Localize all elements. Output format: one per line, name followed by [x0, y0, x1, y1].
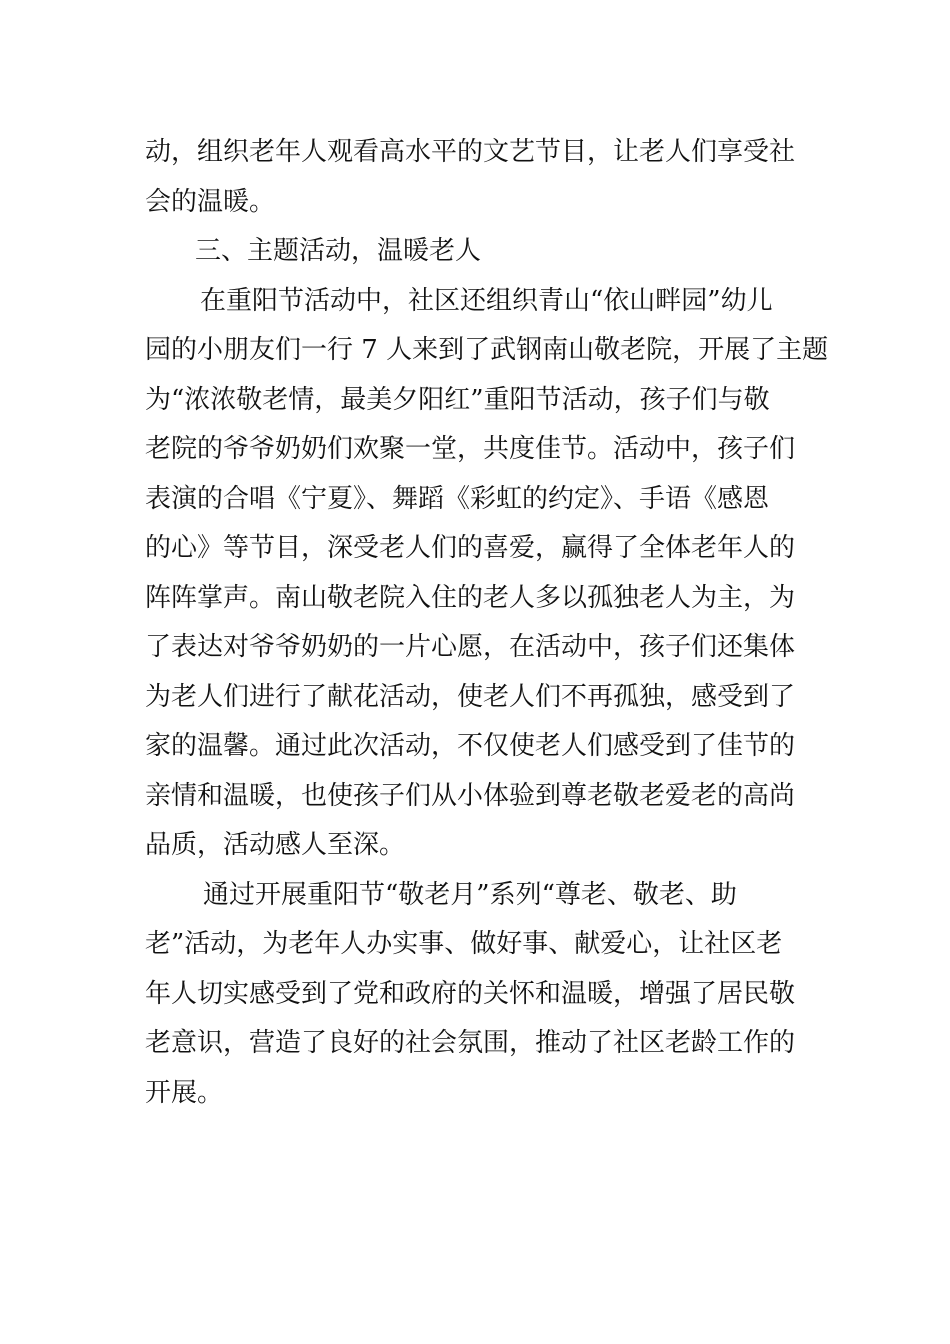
paragraph-2-line-10: 家的温馨。通过此次活动，不仅使老人们感受到了佳节的 [145, 731, 796, 761]
paragraph-2-line-4: 老院的爷爷奶奶们欢聚一堂，共度佳节。活动中，孩子们 [145, 434, 796, 464]
paragraph-3-line-2: 老”活动，为老年人办实事、做好事、献爱心，让社区老 [145, 929, 783, 959]
paragraph-2-line-9: 为老人们进行了献花活动，使老人们不再孤独，感受到了 [145, 681, 796, 712]
paragraph-2-line-12: 品质，活动感人至深。 [145, 830, 406, 860]
paragraph-3-line-1: 通过开展重阳节“敬老月”系列“尊老、敬老、助 [203, 879, 737, 910]
document-body [145, 128, 829, 1118]
section-heading: 三、主题活动，温暖老人 [195, 236, 482, 266]
paragraph-1-line-1: 动，组织老年人观看高水平的文艺节目，让老人们享受社 [145, 137, 796, 167]
paragraph-3-line-5: 开展。 [145, 1077, 224, 1108]
paragraph-2-line-2: 园的小朋友们一行 7 人来到了武钢南山敬老院，开展了主题 [145, 335, 829, 365]
paragraph-2-line-3: 为“浓浓敬老情，最美夕阳红”重阳节活动，孩子们与敬 [145, 384, 770, 415]
paragraph-2-line-7: 阵阵掌声。南山敬老院入住的老人多以孤独老人为主，为 [145, 582, 796, 613]
paragraph-3-line-4: 老意识，营造了良好的社会氛围，推动了社区老龄工作的 [145, 1028, 796, 1058]
paragraph-2-line-11: 亲情和温暖，也使孩子们从小体验到尊老敬老爱老的高尚 [145, 780, 796, 811]
paragraph-2-line-6: 的心》等节目，深受老人们的喜爱，赢得了全体老年人的 [145, 533, 796, 563]
paragraph-1-line-2: 会的温暖。 [145, 186, 276, 217]
paragraph-3-line-3: 年人切实感受到了党和政府的关怀和温暖，增强了居民敬 [145, 978, 796, 1009]
paragraph-2-line-1: 在重阳节活动中，社区还组织青山“依山畔园”幼儿 [200, 285, 773, 316]
paragraph-2-line-5: 表演的合唱《宁夏》、舞蹈《彩虹的约定》、手语《感恩 [145, 483, 770, 514]
paragraph-2-line-8: 了表达对爷爷奶奶的一片心愿，在活动中，孩子们还集体 [145, 632, 796, 662]
